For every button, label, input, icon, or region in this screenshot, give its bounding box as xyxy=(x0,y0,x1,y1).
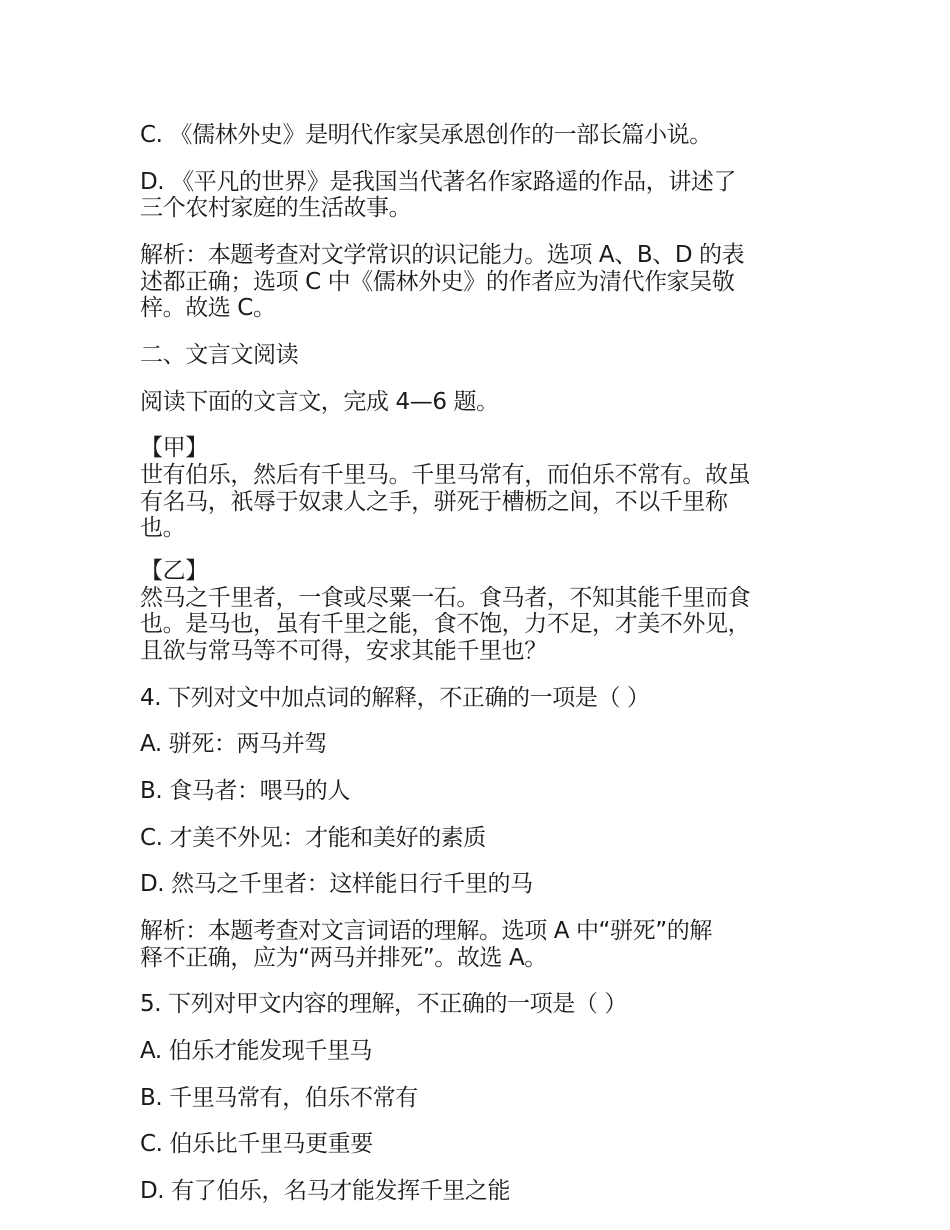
q4-option-d: D. 然马之千里者：这样能日行千里的马 xyxy=(140,871,533,898)
q5-option-b: B. 千里马常有，伯乐不常有 xyxy=(140,1084,418,1111)
q5-option-a: A. 伯乐才能发现千里马 xyxy=(140,1038,373,1065)
passage-jia: 【甲】 世有伯乐，然后有千里马。千里马常有，而伯乐不常有。故虽 有名马，祇辱于奴隶人之手，骈死于槽枥之间，不以千里称 也。 xyxy=(140,435,751,542)
q4-analysis: 解析：本题考查对文言词语的理解。选项 A 中“骈死”的解 释不正确，应为“两马并排死”。故选 A。 xyxy=(140,918,712,971)
q4-option-a: A. 骈死：两马并驾 xyxy=(140,731,327,758)
q5-option-c: C. 伯乐比千里马更重要 xyxy=(140,1131,373,1158)
q4-option-b: B. 食马者：喂马的人 xyxy=(140,778,351,805)
q5-stem: 5. 下列对甲文内容的理解，不正确的一项是（ ） xyxy=(140,991,627,1018)
q4-stem: 4. 下列对文中加点词的解释，不正确的一项是（ ） xyxy=(140,684,650,711)
document-page xyxy=(140,122,830,1205)
q4-option-c: C. 才美不外见：才能和美好的素质 xyxy=(140,824,486,851)
q3-option-d: D. 《平凡的世界》是我国当代著名作家路遥的作品，讲述了 三个农村家庭的生活故事。 xyxy=(140,168,737,222)
q5-option-d: D. 有了伯乐，名马才能发挥千里之能 xyxy=(140,1178,511,1205)
q3-analysis: 解析：本题考查对文学常识的识记能力。选项 A、B、D 的表 述都正确；选项 C 中《儒林外史》的作者应为清代作家吴敬 梓。故选 C。 xyxy=(140,242,745,322)
passage-yi: 【乙】 然马之千里者，一食或尽粟一石。食马者，不知其能千里而食 也。是马也，虽有千里之能，食不饱，力不足，才美不外见， 且欲与常马等不可得，安求其能千里也？ xyxy=(140,558,751,665)
q3-option-c: C. 《儒林外史》是明代作家吴承恩创作的一部长篇小说。 xyxy=(140,122,712,148)
section-two-instruction: 阅读下面的文言文，完成 4—6 题。 xyxy=(140,388,499,415)
section-two-title: 二、文言文阅读 xyxy=(140,342,299,369)
